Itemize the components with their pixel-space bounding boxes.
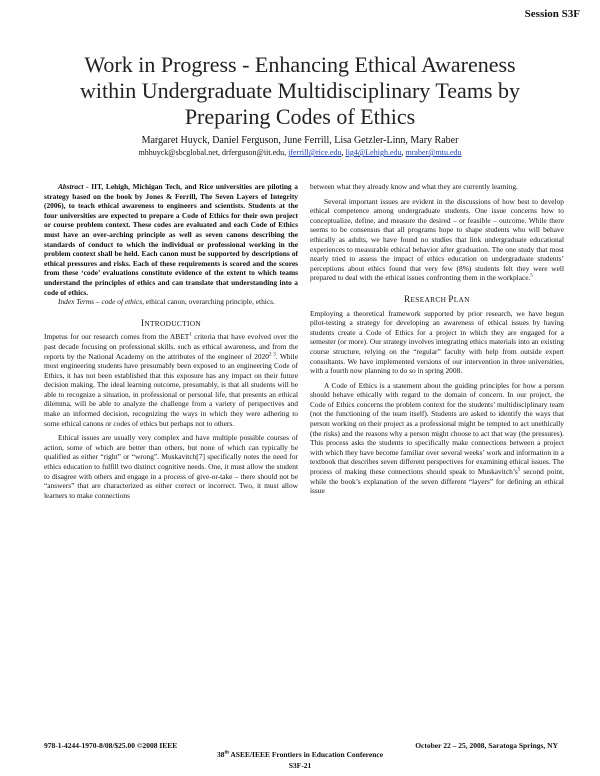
introduction-heading	[44, 319, 298, 329]
index-terms-label: Index Terms	[58, 297, 95, 307]
intro-text: . While most engineering students have presumably been exposed to an engineering Code of Ethics, it has not been established that this exposure has any impact on their future decision making. The ideal learning outcome, presumably, is that all students will be able to recognize a situation, in professional or personal life, that presents an ethical dilemma, will be able to analyze the challenge from a variety of perspectives and make an informed decision, recognizing the ways in which they were adhering to some ethical canons or codes of ethics but perhaps not to others.	[44, 351, 298, 428]
footer-conference-date: October 22 – 25, 2008, Saratoga Springs, NY	[415, 741, 558, 750]
abstract-label: Abstract	[58, 182, 84, 191]
footnote-ref: 2	[268, 352, 272, 358]
heading-initial: P	[448, 293, 454, 304]
abstract	[44, 182, 298, 297]
left-column	[44, 182, 298, 500]
heading-rest: LAN	[453, 294, 470, 304]
heading-rest: ESEARCH	[410, 294, 449, 304]
footnote-ref: 3	[271, 352, 276, 358]
right-column	[310, 182, 564, 496]
title-line-1: Work in Progress - Enhancing Ethical Awareness	[84, 52, 516, 77]
footnote-ref: 5	[517, 467, 521, 473]
footer-isbn: 978-1-4244-1970-8/08/$25.00 ©2008 IEEE	[44, 741, 178, 750]
session-label: Session S3F	[524, 8, 580, 20]
author-emails	[30, 147, 570, 158]
title-line-2: within Undergraduate Multidisciplinary Teams by	[79, 78, 520, 103]
right-paragraph-1	[310, 197, 564, 283]
email-plain: mhhuyck@sbcglobal.net, drferguson@iit.edu,	[138, 148, 289, 157]
index-terms-italic: – code of ethics	[94, 297, 143, 307]
email-link-raber[interactable]: mraber@mtu.edu	[405, 148, 462, 157]
email-link-getzler[interactable]: lig4@Lehigh.edu	[345, 148, 402, 157]
email-sep: ,	[341, 148, 346, 157]
intro-text: criteria that have evolved over the past decade focusing on professional skills, such as ethical awareness, and from the reports by the National Academy on the attributes of the engineer of 2020	[44, 332, 298, 361]
body-text: Several important issues are evident in the discussions of how best to develop ethical competence among undergraduate students. One issue concerns how to conceptualize, define, and measure the desired – or feasible – outcome. While there seems to be consensus that all programs hope to shape students who will behave ethically as adults, we have found no studies that link undergraduate educational experiences to measurable ethical behavior after graduation. The one study that most nearly tried to assess the impact of ethics education on undergraduate students’ perceptions about ethics found that very few (8%) students felt they were well prepared to deal with the ethical issues confronting them in the workplace.	[310, 196, 564, 283]
body-text: A Code of Ethics is a statement about the guiding principles for how a person should behave ethically with regard to the domain of concern. In our project, the Code of Ethics concerns the problem context for the students’ multidisciplinary team (not the functioning of the team itself). Students are asked to identify the ways that person working on their project as a professional might be tempted to act unethically (the risks) and the reasons why a person might choose to act that way (the pressures). This process asks the students to specifically make connections between a project with which they have become familiar over several weeks’ work and information in a textbook that describes seven different perspectives for examining ethical issues. The process of making these connections should speak to Muskavitch’s	[310, 380, 564, 477]
title-line-3: Preparing Codes of Ethics	[184, 104, 416, 129]
footnote-ref: 5	[530, 273, 533, 279]
footer-text: ASEE/IEEE Frontiers in Education Conference	[228, 750, 384, 759]
research-paragraph-1: Employing a theoretical framework supported by prior research, we have begun pilot-testing a strategy for developing an awareness of ethical issues by having students create a Code of Ethics for a project in which they are engaged for a semester (or more). Our strategy involves integrating ethics materials into an existing course structure, relying on the “regular” faculty with help from outside expert consultants. We have implemented versions of our intervention in three universities, with a fourth now planning to do so in spring 2008.	[310, 308, 564, 376]
heading-initial: I	[141, 317, 145, 328]
footer-text: 38	[216, 750, 225, 759]
intro-paragraph-2: Ethical issues are usually very complex and have multiple possible courses of action, some of which are better than others, but none of which can typically be qualified as either “right” or “wrong”. Muskavitch[7] specifically notes the need for ethics education to fulfill two distinct cognitive needs. One, it must allow the student to disagree with others and engage in a process of give-or-take – there should not be “answers” that are characterized as either correct or incorrect. Two, it must allow learners to make connections	[44, 433, 298, 500]
index-terms	[44, 297, 298, 307]
footer-conference-name	[0, 750, 600, 759]
body-text: second point, while the book’s explanation of the seven different “layers” for defining an ethical issue	[310, 467, 564, 496]
footnote-ref: 1	[189, 332, 192, 338]
author-list: Margaret Huyck, Daniel Ferguson, June Ferrill, Lisa Getzler-Linn, Mary Raber	[141, 135, 459, 146]
email-link-ferrill[interactable]: jferrill@rice.edu	[288, 148, 342, 157]
paper-title	[30, 52, 570, 130]
email-sep: ,	[401, 148, 406, 157]
heading-initial: R	[404, 293, 411, 304]
research-plan-heading	[310, 295, 564, 305]
research-paragraph-2	[310, 381, 564, 496]
heading-rest: NTRODUCTION	[144, 318, 201, 328]
page-number: S3F-21	[288, 761, 312, 770]
footer-sup: th	[224, 750, 229, 756]
intro-text: Impetus for our research comes from the ABET	[44, 332, 190, 342]
intro-paragraph-1	[44, 332, 298, 428]
right-paragraph-0: between what they already know and what they are currently learning.	[310, 182, 518, 191]
index-terms-text: , ethical canon, overarching principle, ethics.	[142, 297, 275, 307]
abstract-text: - IIT, Lehigh, Michigan Tech, and Rice universities are piloting a strategy based on the book by Jones & Ferrill, The Seven Layers of Integrity (2006), to teach ethical awareness to engineers and scientists. Students at the four universities are expected to prepare a Code of Ethics for their own project or course problem context. These codes are evaluated and each Code of Ethics must have an over-arching principle as well as seven canons describing the standards of conduct to which the individual or professional working in the problem context shall be held. Each canon must be supported by descriptions of ethical pressures and risks. Each of these requirements is scored and the scores from these ‘code’ evaluations constitute evidence of the extent to which teams understand the principles of ethics and can translate that understanding into a code of ethics.	[44, 182, 298, 297]
